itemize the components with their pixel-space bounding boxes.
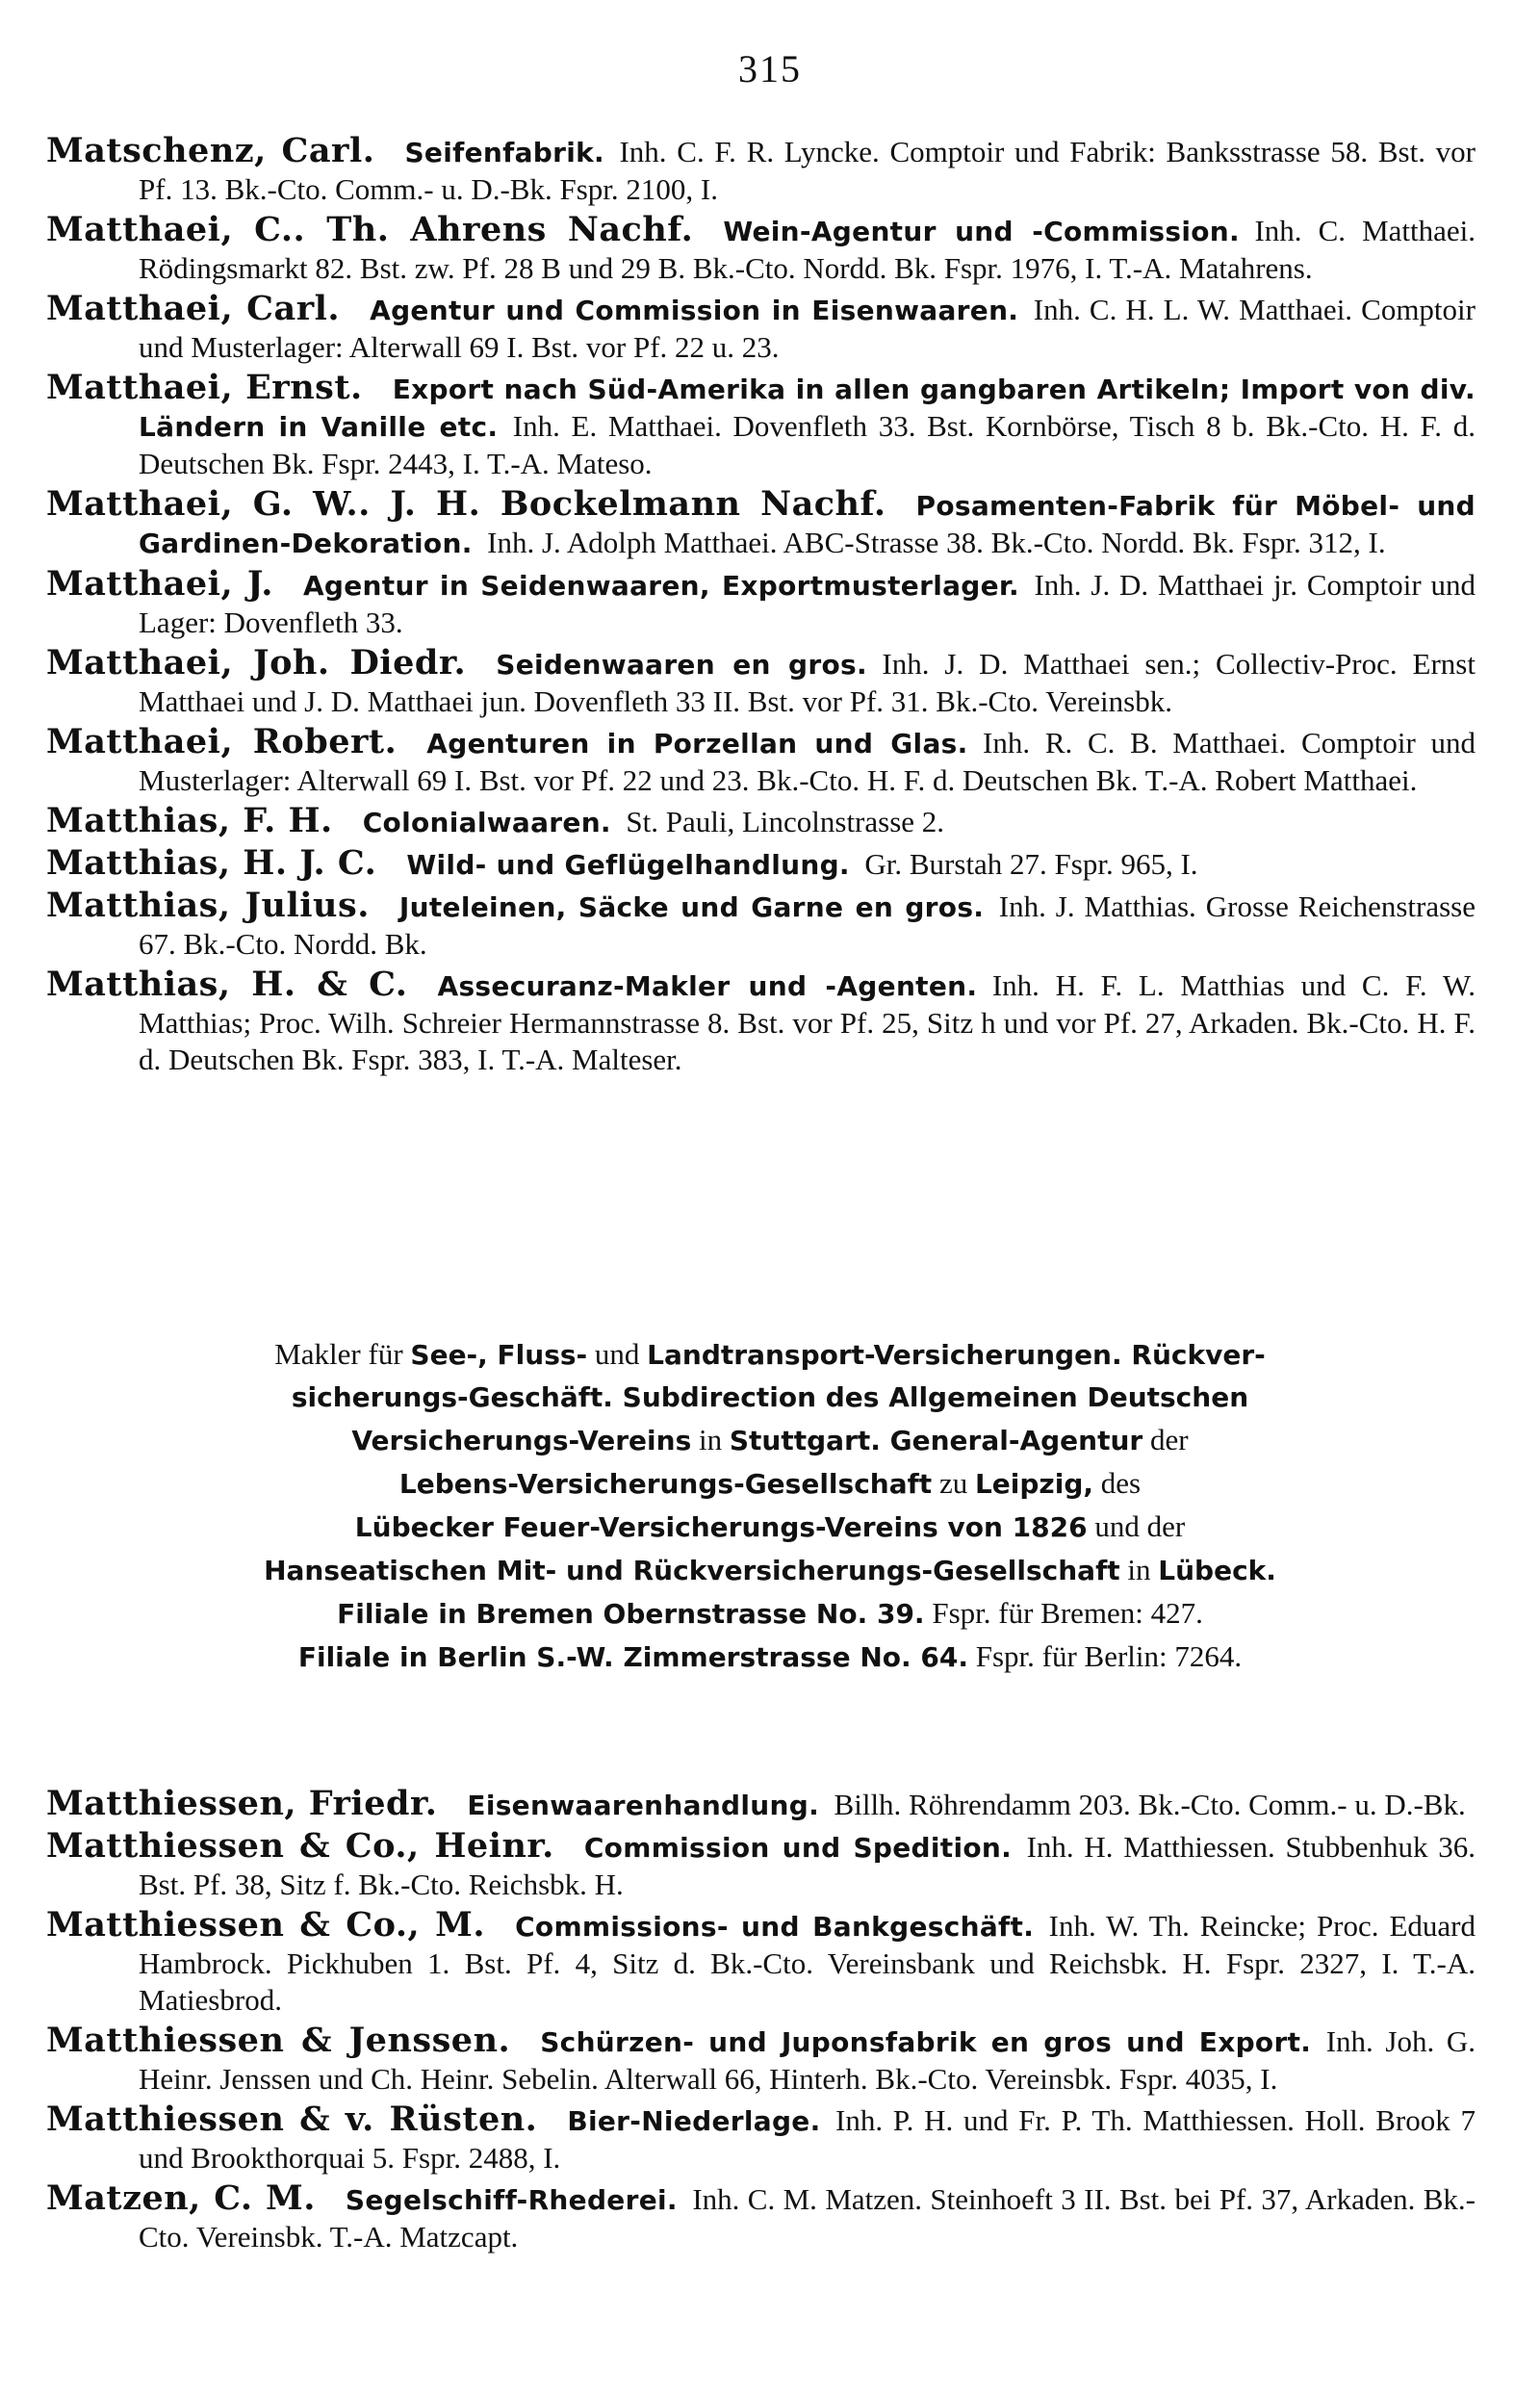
entry-trade: Wild- und Geflügelhandlung. [406, 849, 850, 881]
entry-details: Inh. P. H. und Fr. P. Th. Matthiessen. Holl. Brook 7 und Brookthorquai 5. Fspr. 2488, I. [139, 2103, 1476, 2175]
entry-name: Matthias, Julius. [46, 886, 370, 925]
advertisement-line [144, 1636, 1396, 1679]
entry-details: St. Pauli, Lincolnstrasse 2. [626, 805, 945, 838]
directory-entry [46, 370, 1476, 482]
directory-entry [46, 212, 1476, 287]
entry-trade: Segelschiff-Rhederei. [345, 2184, 678, 2216]
entry-name: Matthiessen & Co., M. [46, 1905, 486, 1945]
directory-entry [46, 888, 1476, 963]
directory-entry [46, 2101, 1476, 2177]
directory-entry [46, 845, 1476, 884]
directory-entry [46, 724, 1476, 799]
entry-name: Matthiessen & Jenssen. [46, 2021, 511, 2060]
advertisement-line [144, 1377, 1396, 1419]
entry-details: Inh. E. Matthaei. Dovenfleth 33. Bst. Kornbörse, Tisch 8 b. Bk.-Cto. H. F. d. Deutschen Bk. Fspr. 2443, I. T.-A. Mateso. [139, 409, 1476, 480]
page-number: 315 [738, 47, 802, 90]
entry-details: Inh. J. D. Matthaei jr. Comptoir und Lager: Dovenfleth 33. [139, 568, 1476, 639]
entry-trade: Posamenten-Fabrik für Möbel- und Gardinen-Dekoration. [139, 490, 1476, 559]
advertisement-line [144, 1333, 1396, 1377]
entry-trade: Seifenfabrik. [404, 137, 604, 168]
advertisement-line [144, 1592, 1396, 1636]
advertisement-bold-text: Lübecker Feuer-Versicherungs-Vereins von 1826 [354, 1511, 1088, 1543]
entry-details: Inh. H. F. L. Matthias und C. F. W. Matthias; Proc. Wilh. Schreier Hermannstrasse 8. Bst. vor Pf. 25, Sitz h und vor Pf. 27, Arkaden. Bk.-Cto. H. F. d. Deutschen Bk. Fspr. 383, I. T.-A. Malteser. [139, 968, 1476, 1076]
entry-name: Matthaei, Carl. [46, 289, 341, 328]
advertisement-bold-text: See-, Fluss- [410, 1339, 588, 1371]
advertisement-bold-text: Versicherungs-Vereins [351, 1425, 692, 1456]
advertisement-text: und [587, 1337, 648, 1371]
entry-name: Matthias, F. H. [46, 801, 333, 840]
entry-details: Inh. Joh. G. Heinr. Jenssen und Ch. Heinr. Sebelin. Alterwall 66, Hinterh. Bk.-Cto. Vereinsbk. Fspr. 4035, I. [139, 2024, 1476, 2096]
directory-entry [46, 1907, 1476, 2019]
directory-entry [46, 1828, 1476, 1903]
advertisement-text: und der [1087, 1509, 1186, 1543]
entry-trade: Export nach Süd-Amerika in allen gangbaren Artikeln; Import von div. Ländern in Vanille etc. [139, 374, 1476, 443]
advertisement-line [144, 1506, 1396, 1549]
entry-trade: Agenturen in Porzellan und Glas. [426, 728, 968, 760]
entry-name: Matthaei, C.. Th. Ahrens Nachf. [46, 210, 694, 249]
entry-name: Matthias, H. & C. [46, 965, 408, 1004]
entries-bottom [46, 1786, 1476, 2259]
entry-trade: Eisenwaarenhandlung. [467, 1790, 820, 1821]
entry-details: Inh. C. H. L. W. Matthaei. Comptoir und Musterlager: Alterwall 69 I. Bst. vor Pf. 22 u. 23. [139, 293, 1476, 364]
advertisement-bold-text: Landtransport-Versicherungen. Rückver- [647, 1339, 1266, 1371]
entry-name: Matthiessen & v. Rüsten. [46, 2100, 538, 2139]
entries-top [46, 133, 1476, 1082]
entry-details: Inh. J. Matthias. Grosse Reichenstrasse 67. Bk.-Cto. Nordd. Bk. [139, 889, 1476, 961]
entry-name: Matschenz, Carl. [46, 131, 375, 170]
advertisement-text: Fspr. für Bremen: 427. [924, 1596, 1203, 1630]
entry-details: Inh. J. D. Matthaei sen.; Collectiv-Proc. Ernst Matthaei und J. D. Matthaei jun. Dovenfleth 33 II. Bst. vor Pf. 31. Bk.-Cto. Vereinsbk. [139, 647, 1476, 718]
entry-name: Matthaei, J. [46, 564, 273, 604]
entry-details: Inh. W. Th. Reincke; Proc. Eduard Hambrock. Pickhuben 1. Bst. Pf. 4, Sitz d. Bk.-Cto. Vereinsbank und Reichsbk. H. Fspr. 2327, I. T.-A. Matiesbrod. [139, 1909, 1476, 2017]
entry-trade: Colonialwaaren. [362, 807, 611, 838]
advertisement-block [144, 1333, 1396, 1679]
entry-name: Matthaei, G. W.. J. H. Bockelmann Nachf. [46, 484, 886, 524]
advertisement-text: der [1142, 1423, 1189, 1456]
directory-entry [46, 133, 1476, 208]
advertisement-bold-text: Hanseatischen Mit- und Rückversicherungs-Gesellschaft [264, 1555, 1120, 1586]
entry-trade: Agentur und Commission in Eisenwaaren. [370, 295, 1019, 326]
entry-name: Matzen, C. M. [46, 2178, 316, 2218]
advertisement-text: Fspr. für Berlin: 7264. [967, 1639, 1243, 1673]
entry-name: Matthias, H. J. C. [46, 843, 377, 883]
directory-entry [46, 291, 1476, 366]
entry-trade: Wein-Agentur und -Commission. [723, 216, 1240, 247]
entry-details: Inh. C. F. R. Lyncke. Comptoir und Fabrik: Banksstrasse 58. Bst. vor Pf. 13. Bk.-Cto. Comm.- u. D.-Bk. Fspr. 2100, I. [139, 135, 1476, 206]
directory-entry [46, 1786, 1476, 1824]
directory-entry [46, 966, 1476, 1078]
directory-entry [46, 803, 1476, 841]
advertisement-bold-text: Stuttgart. General-Agentur [729, 1425, 1143, 1456]
advertisement-text: zu [932, 1466, 975, 1500]
entry-name: Matthaei, Ernst. [46, 368, 363, 407]
advertisement-text: des [1093, 1466, 1142, 1500]
entry-details: Gr. Burstah 27. Fspr. 965, I. [864, 847, 1198, 881]
entry-details: Inh. H. Matthiessen. Stubbenhuk 36. Bst. Pf. 38, Sitz f. Bk.-Cto. Reichsbk. H. [139, 1830, 1476, 1901]
entry-details: Inh. C. M. Matzen. Steinhoeft 3 II. Bst. bei Pf. 37, Arkaden. Bk.-Cto. Vereinsbk. T.-A. Matzcapt. [139, 2182, 1476, 2254]
directory-entry [46, 486, 1476, 562]
directory-entry [46, 645, 1476, 720]
entry-details: Billh. Röhrendamm 203. Bk.-Cto. Comm.- u. D.-Bk. [834, 1788, 1466, 1821]
entry-trade: Assecuranz-Makler und -Agenten. [437, 970, 978, 1002]
advertisement-line [144, 1419, 1396, 1462]
entry-details: Inh. J. Adolph Matthaei. ABC-Strasse 38. Bk.-Cto. Nordd. Bk. Fspr. 312, I. [487, 526, 1386, 559]
entry-trade: Agentur in Seidenwaaren, Exportmusterlager. [302, 570, 1019, 602]
advertisement-text: Makler für [274, 1337, 411, 1371]
advertisement-bold-text: Lübeck. [1158, 1555, 1276, 1586]
advertisement-bold-text: Filiale in Bremen Obernstrasse No. 39. [337, 1598, 925, 1630]
advertisement-line [144, 1549, 1396, 1592]
advertisement-text: in [691, 1423, 730, 1456]
entry-name: Matthiessen & Co., Heinr. [46, 1826, 554, 1866]
entry-trade: Commission und Spedition. [583, 1832, 1013, 1864]
directory-entry [46, 2180, 1476, 2255]
entry-name: Matthaei, Joh. Diedr. [46, 643, 467, 683]
entry-details: Inh. R. C. B. Matthaei. Comptoir und Musterlager: Alterwall 69 I. Bst. vor Pf. 22 und 23. Bk.-Cto. H. F. d. Deutschen Bk. T.-A. Robert Matthaei. [139, 726, 1476, 797]
directory-entry [46, 566, 1476, 641]
advertisement-bold-text: sicherungs-Geschäft. Subdirection des Allgemeinen Deutschen [291, 1381, 1249, 1413]
entry-trade: Commissions- und Bankgeschäft. [515, 1911, 1035, 1943]
directory-entry [46, 2022, 1476, 2098]
entry-trade: Seidenwaaren en gros. [496, 649, 867, 681]
advertisement-text: in [1119, 1553, 1159, 1586]
advertisement-bold-text: Filiale in Berlin S.-W. Zimmerstrasse No. 64. [297, 1641, 968, 1673]
entry-details: Inh. C. Matthaei. Rödingsmarkt 82. Bst. zw. Pf. 28 B und 29 B. Bk.-Cto. Nordd. Bk. Fspr. 1976, I. T.-A. Matahrens. [139, 214, 1476, 285]
entry-trade: Schürzen- und Juponsfabrik en gros und Export. [540, 2026, 1312, 2058]
entry-name: Matthaei, Robert. [46, 722, 398, 761]
entry-trade: Juteleinen, Säcke und Garne en gros. [398, 891, 985, 923]
advertisement-bold-text: Leipzig, [974, 1468, 1093, 1500]
advertisement-line [144, 1462, 1396, 1506]
entry-trade: Bier-Niederlage. [567, 2105, 821, 2137]
entry-name: Matthiessen, Friedr. [46, 1784, 438, 1823]
advertisement-bold-text: Lebens-Versicherungs-Gesellschaft [398, 1468, 933, 1500]
